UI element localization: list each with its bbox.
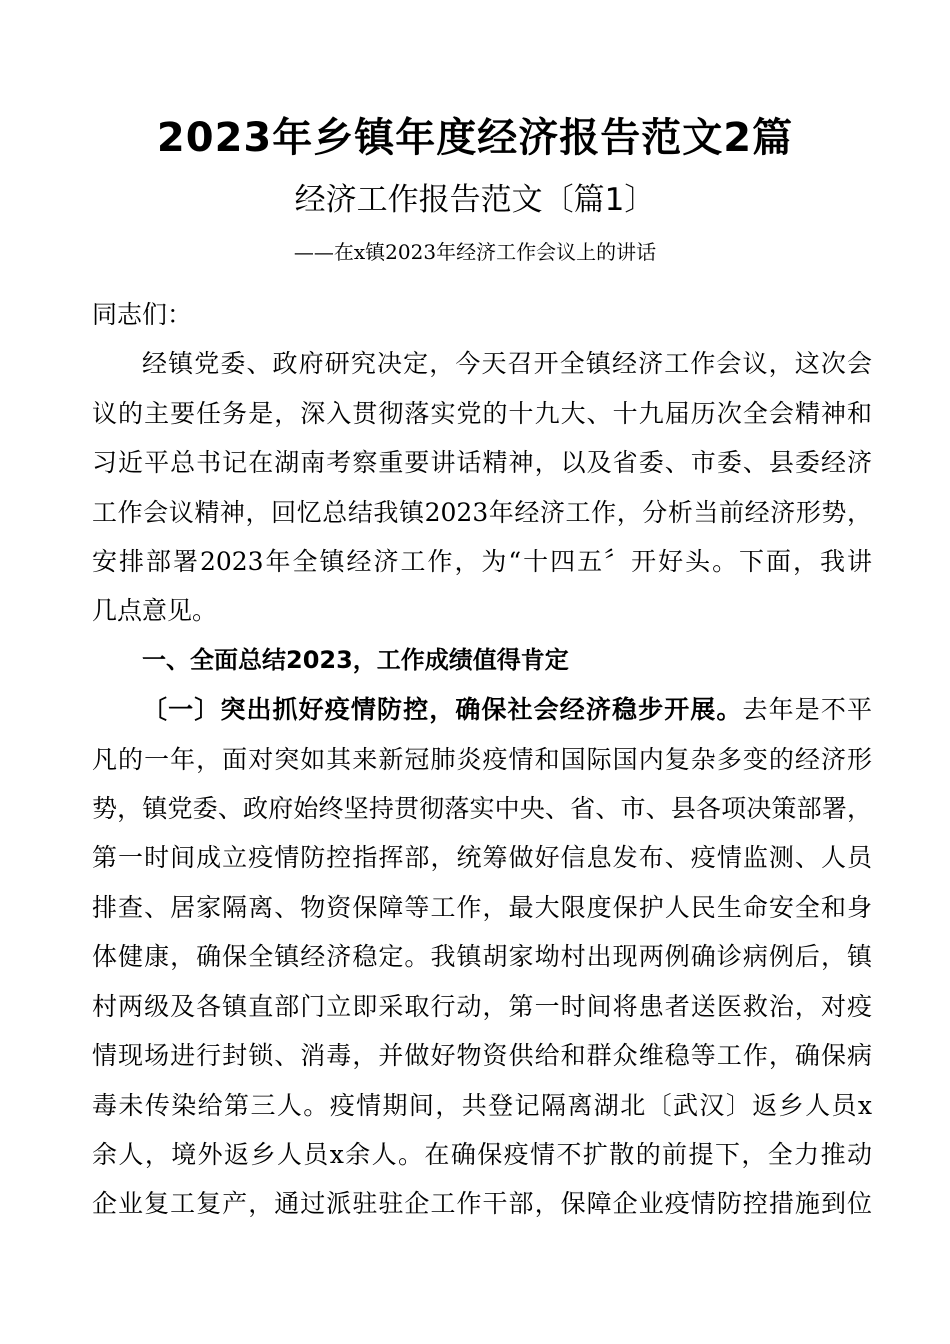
paragraph-line: 议的主要任务是，深入贯彻落实党的十九大、十九届历次全会精神和 <box>92 398 872 428</box>
section-heading-text: 一、全面总结2023，工作成绩值得肯定 <box>142 645 569 674</box>
paragraph-line: 余人，境外返乡人员x余人。在确保疫情不扩散的前提下，全力推动 <box>92 1139 872 1169</box>
paragraph-line: 第一时间成立疫情防控指挥部，统筹做好信息发布、疫情监测、人员 <box>92 843 872 873</box>
document-subtitle: 经济工作报告范文〔篇1〕 <box>294 182 656 218</box>
paragraph-line: 凡的一年，面对突如其来新冠肺炎疫情和国际国内复杂多变的经济形 <box>92 744 872 774</box>
paragraph-line <box>92 685 872 734</box>
paragraph-line: 村两级及各镇直部门立即采取行动，第一时间将患者送医救治，对疫 <box>92 991 872 1021</box>
document-body <box>92 290 872 1229</box>
paragraph-line: 几点意见。 <box>92 596 218 626</box>
paragraph-line: 体健康，确保全镇经济稳定。我镇胡家坳村出现两例确诊病例后，镇 <box>92 942 872 972</box>
speech-byline: ——在x镇2023年经济工作会议上的讲话 <box>293 240 657 264</box>
salutation <box>92 290 872 339</box>
section-heading <box>92 636 872 685</box>
paragraph-line: 排查、居家隔离、物资保障等工作，最大限度保护人民生命安全和身 <box>92 892 872 922</box>
paragraph-line: 情现场进行封锁、消毒，并做好物资供给和群众维稳等工作，确保病 <box>92 1041 872 1071</box>
paragraph-epidemic <box>92 685 872 1228</box>
paragraph-line: 企业复工复产，通过派驻驻企工作干部，保障企业疫情防控措施到位 <box>92 1189 872 1219</box>
paragraph-line: 经镇党委、政府研究决定，今天召开全镇经济工作会议，这次会 <box>142 349 872 379</box>
paragraph-line: 工作会议精神，回忆总结我镇2023年经济工作，分析当前经济形势， <box>92 497 872 527</box>
subsection-lead: 〔一〕突出抓好疫情防控，确保社会经济稳步开展。 <box>142 695 743 725</box>
paragraph-line: 势，镇党委、政府始终坚持贯彻落实中央、省、市、县各项决策部署， <box>92 794 872 824</box>
subsection-first-tail: 去年是不平 <box>742 695 872 725</box>
paragraph-opening <box>92 339 872 635</box>
salutation-line: 同志们： <box>92 300 193 329</box>
paragraph-line: 习近平总书记在湖南考察重要讲话精神，以及省委、市委、县委经济 <box>92 448 872 478</box>
paragraph-line: 安排部署2023年全镇经济工作，为“十四五〞开好头。下面，我讲 <box>92 547 872 577</box>
document-title: 2023年乡镇年度经济报告范文2篇 <box>156 115 794 161</box>
paragraph-line: 毒未传染给第三人。疫情期间，共登记隔离湖北〔武汉〕返乡人员x <box>92 1090 872 1120</box>
